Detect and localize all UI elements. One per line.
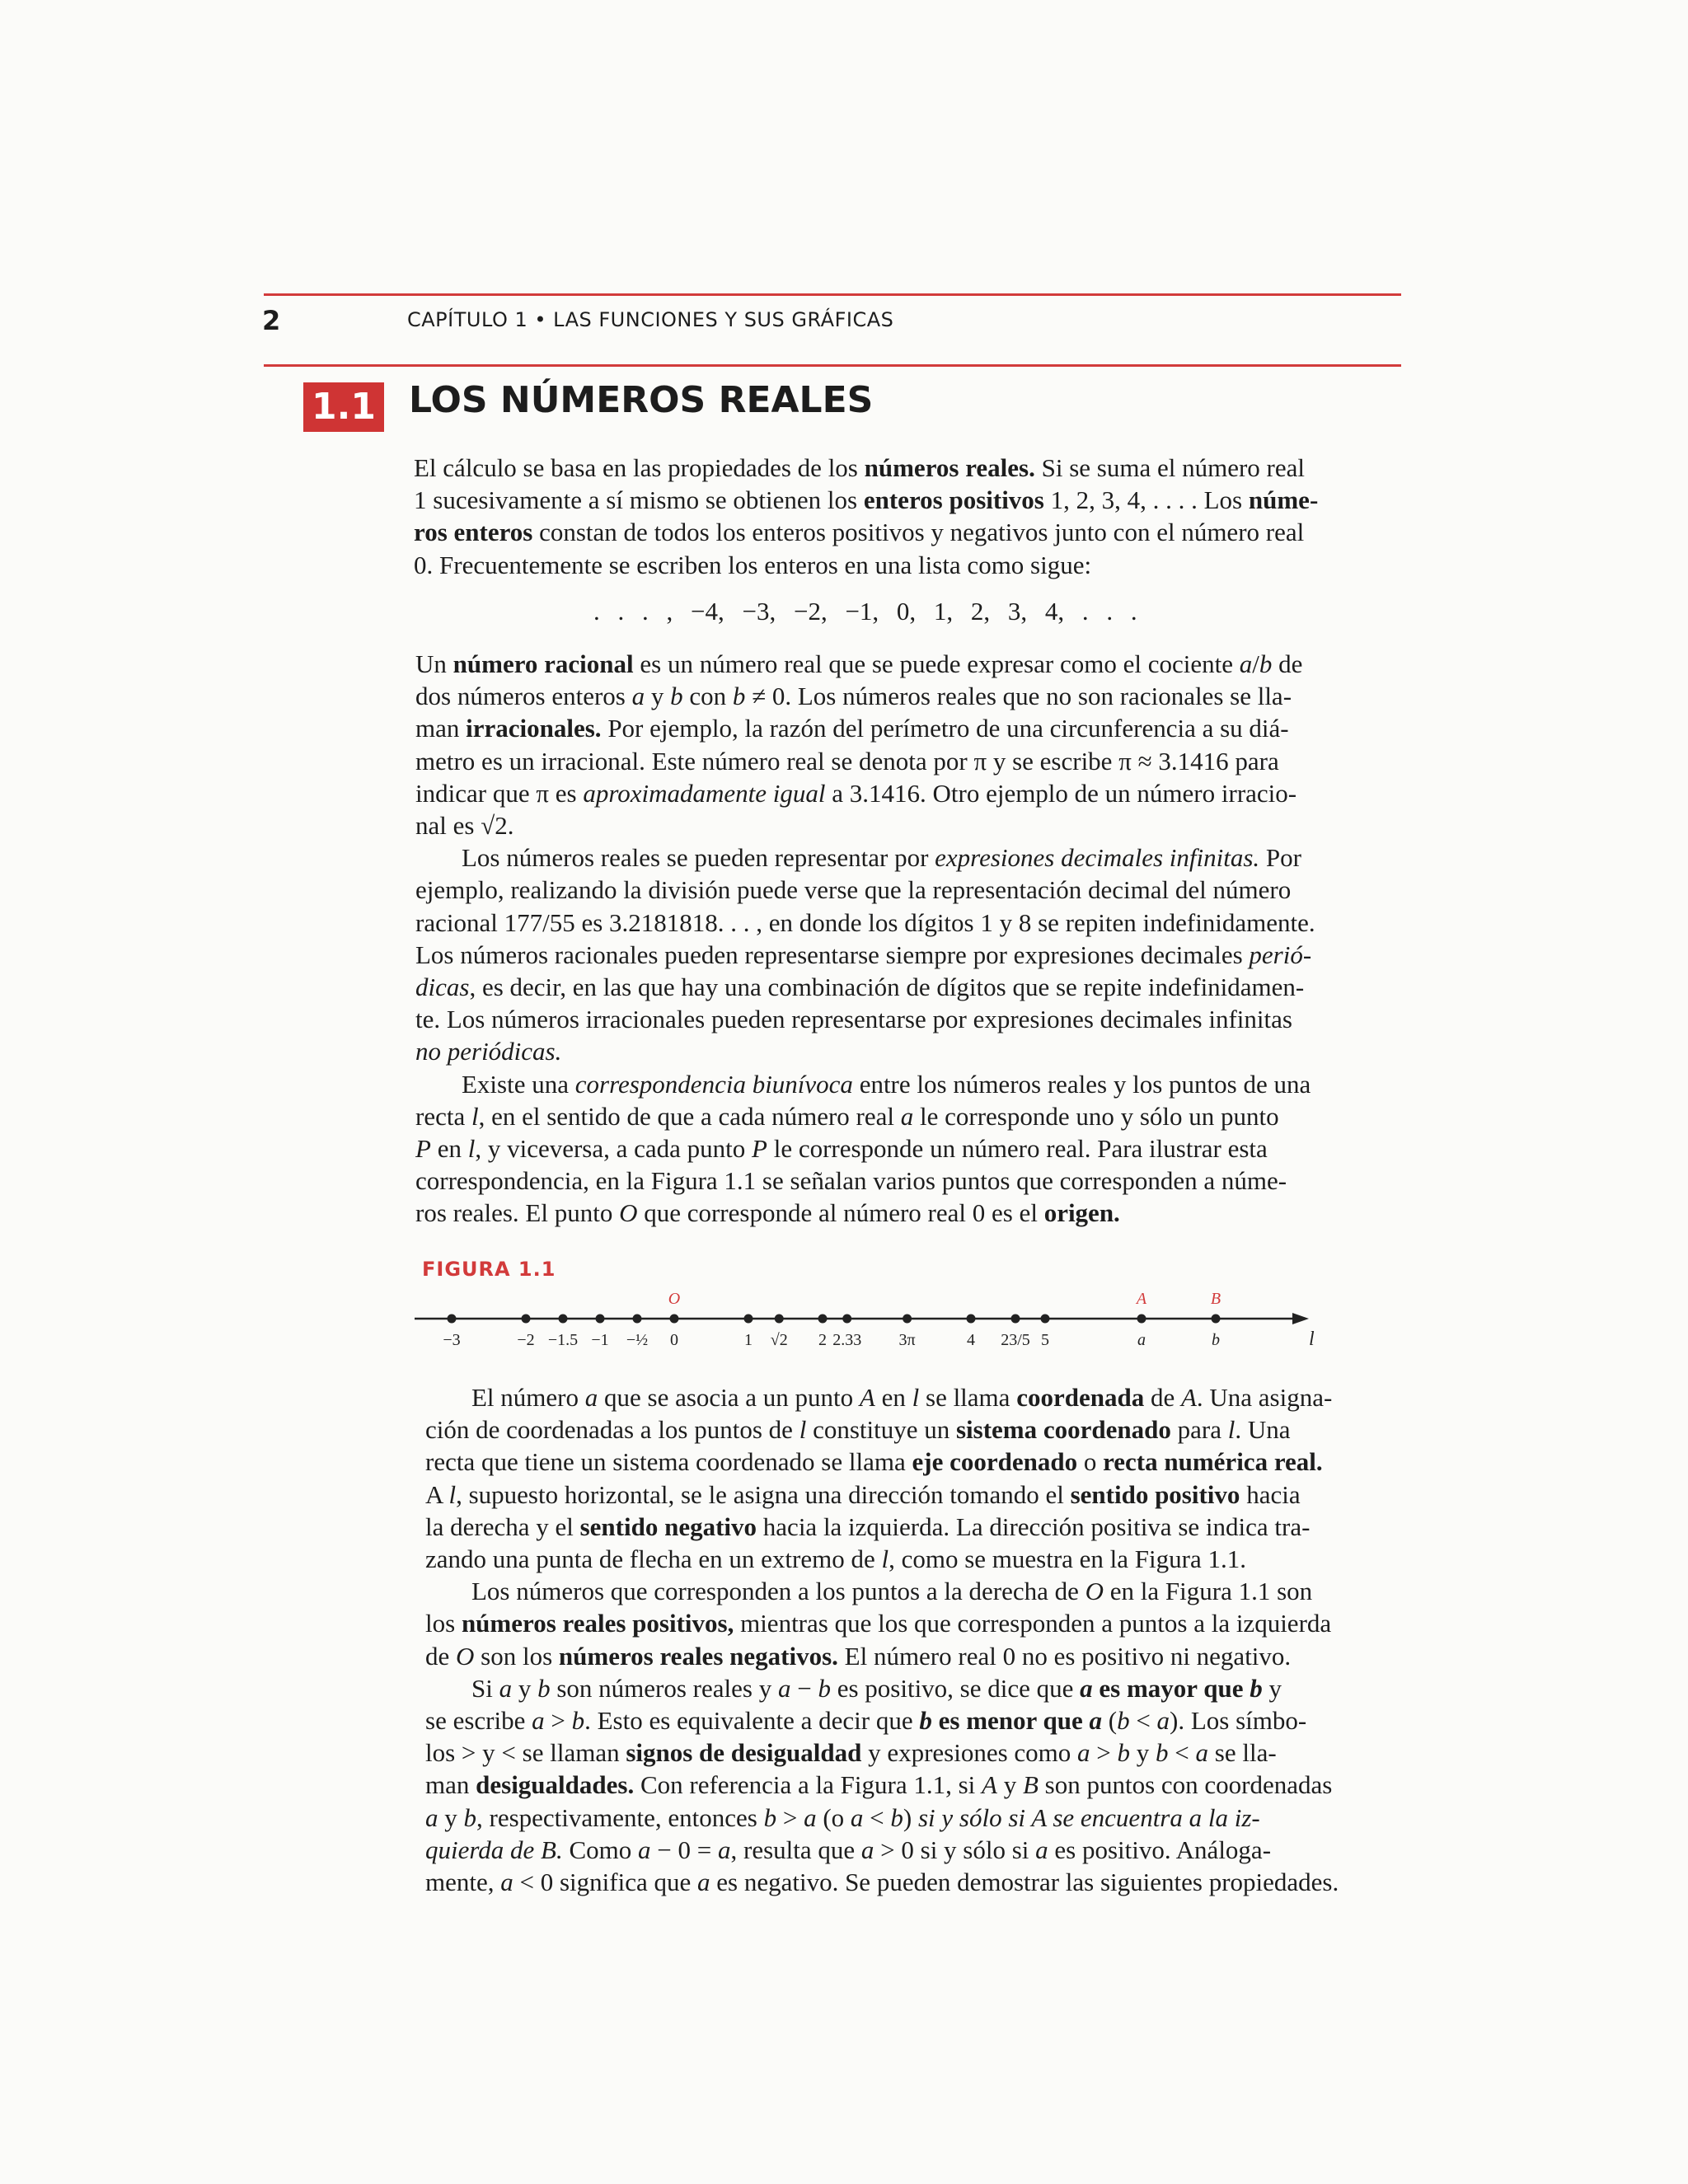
number-line-point bbox=[1212, 1315, 1221, 1324]
number-line-tick-label: √2 bbox=[770, 1331, 788, 1349]
number-line-tick-label: a bbox=[1137, 1331, 1146, 1349]
integers-list: . . . , −4, −3, −2, −1, 0, 1, 2, 3, 4, . . . bbox=[593, 597, 1137, 626]
number-line-point-name: O bbox=[668, 1290, 681, 1308]
number-line-tick-label: −2 bbox=[517, 1331, 535, 1349]
number-line-tick-label: 4 bbox=[967, 1331, 975, 1349]
section-title: LOS NÚMEROS REALES bbox=[409, 379, 874, 421]
running-head: CAPÍTULO 1 • LAS FUNCIONES Y SUS GRÁFICAS bbox=[407, 308, 894, 331]
number-line-tick-label: 23/5 bbox=[1001, 1331, 1030, 1349]
number-line-tick-label: 5 bbox=[1041, 1331, 1049, 1349]
number-line-point bbox=[1011, 1315, 1020, 1324]
number-line-tick-label: 2 bbox=[818, 1331, 827, 1349]
number-line-point bbox=[559, 1315, 568, 1324]
number-line-point bbox=[448, 1315, 457, 1324]
page-number: 2 bbox=[262, 305, 281, 336]
number-line-tick-label: −1.5 bbox=[547, 1331, 579, 1349]
section-number-badge: 1.1 bbox=[303, 382, 384, 432]
paragraph-rational-numbers: Un número racional es un número real que se puede expresar como el cociente a/b de dos números enteros a y b con b ≠ 0. Los números reales que no son racionales se lla- man irracionales. Por ejemplo, la razón del perímetro de una circunferencia a su diá- metro es un irracional. Este número real se denota por π y se escribe π ≈ 3.1416 para indicar que π es aproximadamente igual a 3.1416. Otro ejemplo de un número irracio- nal es √2. Los números reales se pueden representar por expresiones decimales infinitas. Por ejemplo, realizando la división puede verse que la representación decimal del número racional 177/55 es 3.2181818. . . , en donde los dígitos 1 y 8 se repiten indefinidamente. Los números racionales pueden representarse siempre por expresiones decimales perió- dicas, es decir, en las que hay una combinación de dígitos que se repite indefinidamen- te. Los números irracionales pueden representarse por expresiones decimales infinitas no periódicas. Existe una correspondencia biunívoca entre los números reales y los puntos de una recta l, en el sentido de que a cada número real a le corresponde uno y sólo un punto P en l, y viceversa, a cada punto P le corresponde un número real. Para ilustrar esta correspondencia, en la Figura 1.1 se señalan varios puntos que corresponden a núme- ros reales. El punto O que corresponde al número real 0 es el origen. bbox=[415, 649, 1315, 1228]
number-line-tick-label: 2.33 bbox=[832, 1331, 862, 1349]
number-line-point bbox=[775, 1315, 784, 1324]
number-line-tick-label: 0 bbox=[670, 1331, 678, 1349]
paragraph-coordinates: El número a que se asocia a un punto A en l se llama coordenada de A. Una asigna- ción de coordenadas a los puntos de l constituye un sistema coordenado para l. Una recta que tiene un sistema coordenado se llama eje coordenado o recta numérica real. A l, supuesto horizontal, se le asigna una dirección tomando el sentido positivo hacia la derecha y el sentido negativo hacia la izquierda. La dirección positiva se indica tra- zando una punta de flecha en un extremo de l, como se muestra en la Figura 1.1. Los números que corresponden a los puntos a la derecha de O en la Figura 1.1 son los números reales positivos, mientras que los que corresponden a puntos a la izquierda de O son los números reales negativos. El número real 0 no es positivo ni negativo. Si a y b son números reales y a − b es positivo, se dice que a es mayor que b y se escribe a > b. Esto es equivalente a decir que b es menor que a (b < a). Los símbo- los > y < se llaman signos de desigualdad y expresiones como a > b y b < a se lla- man desigualdades. Con referencia a la Figura 1.1, si A y B son puntos con coordenadas a y b, respectivamente, entonces b > a (o a < b) si y sólo si A se encuentra a la iz- quierda de B. Como a − 0 = a, resulta que a > 0 si y sólo si a es positivo. Análoga- mente, a < 0 significa que a es negativo. Se pueden demostrar las siguientes propiedades. bbox=[425, 1383, 1339, 1897]
number-line-tick-label: 3π bbox=[898, 1331, 916, 1349]
number-line-point-name: B bbox=[1210, 1290, 1221, 1308]
paragraph-intro: El cálculo se basa en las propiedades de los números reales. Si se suma el número real 1 sucesivamente a sí mismo se obtienen los enteros positivos 1, 2, 3, 4, . . . . Los núme- ros enteros constan de todos los enteros positivos y negativos junto con el número real 0. Frecuentemente se escriben los enteros en una lista como sigue: bbox=[414, 453, 1319, 579]
number-line-tick-label: 1 bbox=[744, 1331, 753, 1349]
figure-label: FIGURA 1.1 bbox=[422, 1258, 556, 1281]
number-line-axis-label: l bbox=[1309, 1329, 1315, 1350]
number-line-point bbox=[744, 1315, 753, 1324]
number-line-point bbox=[596, 1315, 605, 1324]
number-line-point bbox=[633, 1315, 642, 1324]
number-line-point bbox=[818, 1315, 828, 1324]
number-line-point-name: A bbox=[1136, 1290, 1147, 1308]
number-line-tick-label: b bbox=[1212, 1331, 1220, 1349]
number-line-point bbox=[670, 1315, 679, 1324]
number-line-arrowhead bbox=[1292, 1313, 1309, 1324]
number-line-point bbox=[842, 1315, 851, 1324]
header-rule bbox=[264, 293, 1401, 296]
number-line-tick-label: −1 bbox=[591, 1331, 609, 1349]
number-line-tick-label: −3 bbox=[443, 1331, 461, 1349]
number-line-point bbox=[967, 1315, 976, 1324]
number-line-point bbox=[1041, 1315, 1050, 1324]
number-line-point bbox=[522, 1315, 531, 1324]
number-line-point bbox=[1137, 1315, 1146, 1324]
number-line-point bbox=[903, 1315, 912, 1324]
section-rule bbox=[264, 364, 1401, 367]
number-line-tick-label: −½ bbox=[626, 1331, 649, 1349]
